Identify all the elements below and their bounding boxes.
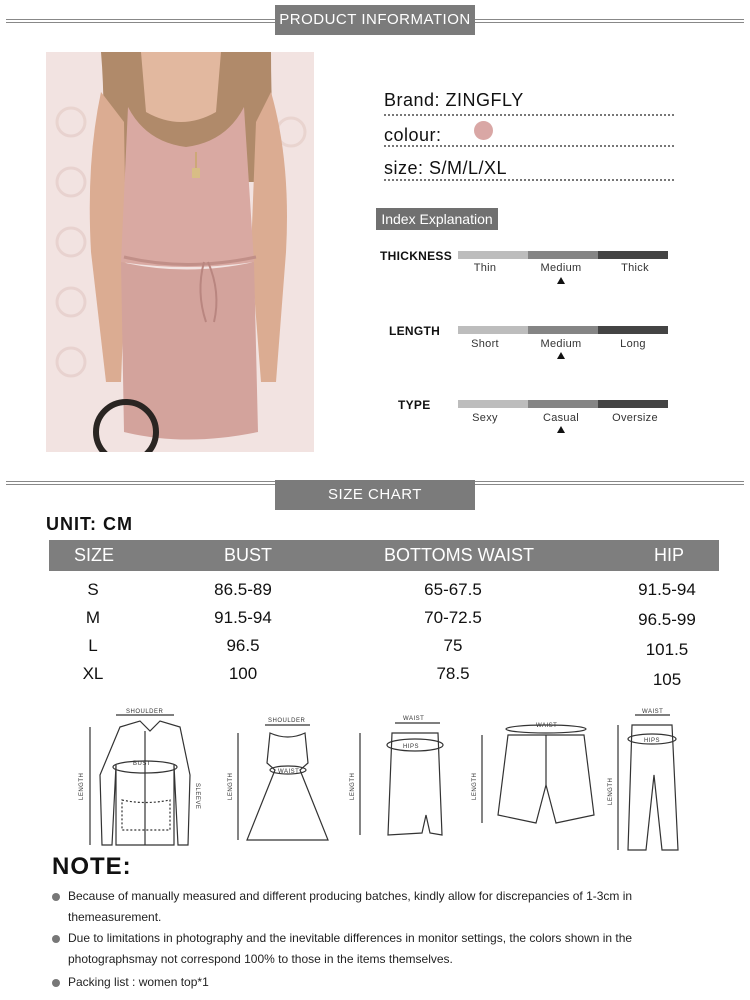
cell-hip: 101.5 bbox=[645, 640, 689, 659]
cell-size: L bbox=[88, 636, 98, 655]
scale-bar bbox=[528, 326, 598, 334]
size-table-header bbox=[49, 540, 719, 571]
col-header-bust: BUST bbox=[224, 545, 273, 565]
bullet-icon bbox=[52, 979, 60, 987]
colour-swatch bbox=[474, 121, 493, 140]
diagram-label: WAIST bbox=[403, 716, 425, 722]
scale-option: Medium bbox=[540, 262, 582, 274]
note-item: Packing list : women top*1 bbox=[68, 975, 209, 989]
diagram-label: LENGTH bbox=[608, 777, 614, 805]
product-info-header: PRODUCT INFORMATION bbox=[275, 5, 475, 35]
measurement-diagrams bbox=[70, 705, 710, 855]
scale-option: Thin bbox=[473, 262, 497, 274]
cell-size: XL bbox=[82, 664, 104, 683]
pants-diagram-icon bbox=[618, 715, 678, 850]
diagram-label: BUST bbox=[133, 761, 152, 767]
divider bbox=[384, 114, 674, 116]
bullet-icon bbox=[52, 935, 60, 943]
cell-hip: 96.5-99 bbox=[638, 610, 696, 629]
diagram-label: WAIST bbox=[536, 723, 558, 729]
brand-text: Brand: ZINGFLY bbox=[384, 90, 524, 110]
scale-option: Medium bbox=[540, 338, 582, 350]
scale-bar bbox=[598, 251, 668, 259]
cell-size: M bbox=[85, 608, 101, 627]
col-header-hip: HIP bbox=[654, 545, 685, 565]
scale-bar bbox=[528, 251, 598, 259]
diagram-label: HIPS bbox=[403, 744, 420, 750]
size-chart-header: SIZE CHART bbox=[275, 480, 475, 510]
selected-indicator-icon bbox=[557, 277, 565, 284]
diagram-label: HIPS bbox=[644, 738, 661, 744]
dress-diagram-icon bbox=[238, 725, 328, 840]
scale-option: Short bbox=[471, 338, 499, 350]
selected-indicator-icon bbox=[557, 426, 565, 433]
diagram-label: LENGTH bbox=[228, 772, 234, 800]
diagram-label: WAIST bbox=[642, 709, 664, 715]
note-item: Due to limitations in photography and the inevitable differences in monitor settings, the colors shown in the photographsmay not correspond 100% to those in the items themselves. bbox=[68, 931, 633, 966]
diagram-label: SLEEVE bbox=[194, 783, 200, 810]
scale-label-thickness: THICKNESS bbox=[380, 249, 453, 263]
note-item: Because of manually measured and different producing batches, kindly allow for discrepancies of 1-3cm in themeasurement. bbox=[68, 889, 633, 924]
shirt-diagram-icon bbox=[90, 715, 190, 845]
cell-waist: 78.5 bbox=[436, 664, 470, 683]
diagram-label: LENGTH bbox=[79, 772, 85, 800]
unit-label: UNIT: CM bbox=[46, 514, 133, 534]
col-header-size: SIZE bbox=[74, 545, 115, 565]
cell-waist: 65-67.5 bbox=[424, 580, 482, 599]
scale-label-type: TYPE bbox=[398, 398, 431, 412]
note-title: NOTE: bbox=[52, 853, 132, 880]
size-text: size: S/M/L/XL bbox=[384, 158, 508, 178]
scale-option: Oversize bbox=[612, 412, 658, 424]
scale-bar bbox=[458, 251, 528, 259]
cell-bust: 100 bbox=[228, 664, 258, 683]
col-header-waist: BOTTOMS WAIST bbox=[384, 545, 535, 565]
cell-bust: 86.5-89 bbox=[214, 580, 272, 599]
skirt-diagram-icon bbox=[360, 723, 443, 835]
scale-bar bbox=[458, 326, 528, 334]
index-explanation-title: Index Explanation bbox=[376, 208, 498, 230]
cell-hip: 105 bbox=[652, 670, 682, 689]
scale-option: Thick bbox=[621, 262, 649, 274]
divider bbox=[384, 179, 674, 181]
scale-label-length: LENGTH bbox=[389, 324, 441, 338]
product-photo bbox=[46, 52, 314, 452]
cell-bust: 91.5-94 bbox=[214, 608, 272, 627]
scale-bar bbox=[598, 326, 668, 334]
scale-option: Long bbox=[620, 338, 646, 350]
cell-hip: 91.5-94 bbox=[638, 580, 696, 599]
scale-option: Casual bbox=[542, 412, 580, 424]
colour-label: colour: bbox=[384, 125, 442, 145]
cell-bust: 96.5 bbox=[226, 636, 260, 655]
diagram-label: WAIST bbox=[278, 769, 300, 775]
scale-bar bbox=[528, 400, 598, 408]
cell-waist: 70-72.5 bbox=[424, 608, 482, 627]
cell-waist: 75 bbox=[443, 636, 463, 655]
divider bbox=[384, 145, 674, 147]
scale-bar bbox=[458, 400, 528, 408]
diagram-label: LENGTH bbox=[350, 772, 356, 800]
diagram-label: LENGTH bbox=[472, 772, 478, 800]
selected-indicator-icon bbox=[557, 352, 565, 359]
diagram-label: SHOULDER bbox=[126, 709, 164, 715]
bullet-icon bbox=[52, 893, 60, 901]
scale-option: Sexy bbox=[472, 412, 498, 424]
shorts-diagram-icon bbox=[482, 725, 594, 823]
cell-size: S bbox=[87, 580, 99, 599]
scale-bar bbox=[598, 400, 668, 408]
diagram-label: SHOULDER bbox=[268, 718, 306, 724]
